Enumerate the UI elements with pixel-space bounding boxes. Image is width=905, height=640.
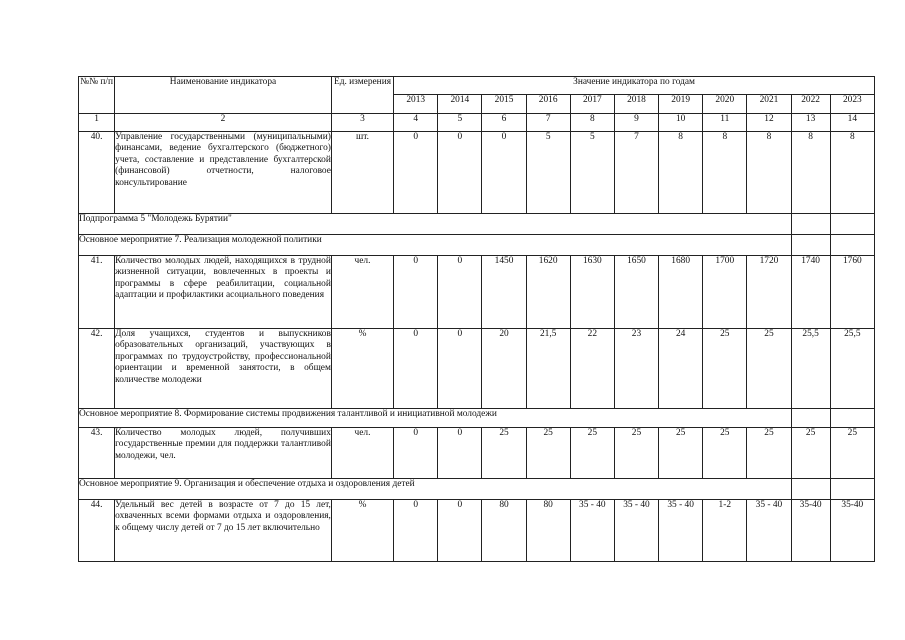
value-cell: 0 — [438, 256, 482, 329]
year-header: 2014 — [438, 95, 482, 114]
header-row — [79, 77, 875, 95]
value-cell: 25 — [703, 329, 747, 409]
value-cell: 21,5 — [526, 329, 570, 409]
section-title: Основное мероприятие 7. Реализация молодежной политики — [79, 235, 792, 256]
indicator-row — [79, 428, 875, 479]
section-title: Основное мероприятие 8. Формирование системы продвижения талантливой и инициативной молодежи — [79, 409, 792, 428]
row-number: 42. — [79, 329, 115, 409]
section-title: Основное мероприятие 9. Организация и обеспечение отдыха и оздоровления детей — [79, 479, 792, 500]
value-cell: 80 — [482, 500, 526, 562]
column-index: 8 — [570, 114, 614, 132]
year-header: 2013 — [394, 95, 438, 114]
value-cell: 35 - 40 — [659, 500, 703, 562]
value-cell: 35-40 — [830, 500, 874, 562]
year-header: 2022 — [791, 95, 830, 114]
value-cell: 8 — [659, 132, 703, 214]
value-cell: 35 - 40 — [614, 500, 658, 562]
value-cell: 1700 — [703, 256, 747, 329]
value-cell: 25 — [830, 428, 874, 479]
value-cell: 0 — [438, 329, 482, 409]
value-cell: 5 — [570, 132, 614, 214]
value-cell: 80 — [526, 500, 570, 562]
empty-cell — [830, 479, 874, 500]
year-header: 2021 — [747, 95, 791, 114]
value-cell: 8 — [830, 132, 874, 214]
value-cell: 1740 — [791, 256, 830, 329]
unit-cell: чел. — [331, 256, 393, 329]
column-index: 11 — [703, 114, 747, 132]
year-header: 2017 — [570, 95, 614, 114]
value-cell: 1680 — [659, 256, 703, 329]
value-cell: 8 — [747, 132, 791, 214]
empty-cell — [791, 214, 830, 235]
value-cell: 1620 — [526, 256, 570, 329]
empty-cell — [830, 409, 874, 428]
column-index: 3 — [331, 114, 393, 132]
row-number: 44. — [79, 500, 115, 562]
value-cell: 25,5 — [830, 329, 874, 409]
value-cell: 25 — [747, 428, 791, 479]
value-cell: 0 — [394, 132, 438, 214]
indicator-row — [79, 329, 875, 409]
unit-cell: % — [331, 329, 393, 409]
empty-cell — [791, 235, 830, 256]
value-cell: 8 — [703, 132, 747, 214]
value-cell: 25 — [526, 428, 570, 479]
header-values: Значение индикатора по годам — [394, 77, 875, 95]
header-unit: Ед. измерения — [331, 77, 393, 114]
column-index: 13 — [791, 114, 830, 132]
value-cell: 22 — [570, 329, 614, 409]
value-cell: 35 - 40 — [570, 500, 614, 562]
value-cell: 25 — [570, 428, 614, 479]
section-row — [79, 214, 875, 235]
column-index: 10 — [659, 114, 703, 132]
column-index: 2 — [115, 114, 332, 132]
value-cell: 0 — [394, 329, 438, 409]
row-number: 40. — [79, 132, 115, 214]
value-cell: 1450 — [482, 256, 526, 329]
value-cell: 25 — [703, 428, 747, 479]
value-cell: 25 — [747, 329, 791, 409]
value-cell: 35 - 40 — [747, 500, 791, 562]
header-name: Наименование индикатора — [115, 77, 332, 114]
value-cell: 7 — [614, 132, 658, 214]
value-cell: 35-40 — [791, 500, 830, 562]
empty-cell — [830, 235, 874, 256]
value-cell: 0 — [438, 428, 482, 479]
value-cell: 20 — [482, 329, 526, 409]
column-index: 9 — [614, 114, 658, 132]
value-cell: 5 — [526, 132, 570, 214]
year-header: 2020 — [703, 95, 747, 114]
indicator-name: Количество молодых людей, получивших государственные премии для поддержки талантливой молодежи, чел. — [115, 428, 332, 479]
value-cell: 25 — [482, 428, 526, 479]
indicator-name: Количество молодых людей, находящихся в трудной жизненной ситуации, вовлеченных в проекты и программы в сфере реабилитации, социальной адаптации и профилактики асоциального поведения — [115, 256, 332, 329]
value-cell: 0 — [482, 132, 526, 214]
section-row — [79, 235, 875, 256]
unit-cell: шт. — [331, 132, 393, 214]
value-cell: 1-2 — [703, 500, 747, 562]
empty-cell — [830, 214, 874, 235]
column-index: 4 — [394, 114, 438, 132]
year-header: 2018 — [614, 95, 658, 114]
section-row — [79, 409, 875, 428]
year-header: 2015 — [482, 95, 526, 114]
indicator-name: Доля учащихся, студентов и выпускников образовательных организаций, участвующих в программах по трудоустройству, профессиональной ориентации и временной занятости, в общем количестве молодежи — [115, 329, 332, 409]
value-cell: 0 — [394, 500, 438, 562]
year-header: 2023 — [830, 95, 874, 114]
indicator-row — [79, 256, 875, 329]
value-cell: 1650 — [614, 256, 658, 329]
empty-cell — [791, 409, 830, 428]
header-num: №№ п/п — [79, 77, 115, 114]
empty-cell — [791, 479, 830, 500]
value-cell: 1760 — [830, 256, 874, 329]
value-cell: 1720 — [747, 256, 791, 329]
indicator-table — [78, 76, 875, 562]
year-header: 2019 — [659, 95, 703, 114]
row-number: 43. — [79, 428, 115, 479]
column-index: 6 — [482, 114, 526, 132]
value-cell: 1630 — [570, 256, 614, 329]
section-title: Подпрограмма 5 "Молодежь Бурятии" — [79, 214, 792, 235]
value-cell: 25 — [659, 428, 703, 479]
value-cell: 0 — [438, 500, 482, 562]
value-cell: 0 — [394, 256, 438, 329]
value-cell: 24 — [659, 329, 703, 409]
section-row — [79, 479, 875, 500]
value-cell: 25,5 — [791, 329, 830, 409]
value-cell: 25 — [791, 428, 830, 479]
value-cell: 25 — [614, 428, 658, 479]
value-cell: 23 — [614, 329, 658, 409]
indicator-row — [79, 500, 875, 562]
column-index: 14 — [830, 114, 874, 132]
column-index-row — [79, 114, 875, 132]
unit-cell: чел. — [331, 428, 393, 479]
column-index: 1 — [79, 114, 115, 132]
indicator-name: Управление государственными (муниципальными) финансами, ведение бухгалтерского (бюджетного) учета, составление и представление бухгалтерской (финансовой) отчетности, налоговое консультирование — [115, 132, 332, 214]
column-index: 7 — [526, 114, 570, 132]
indicator-name: Удельный вес детей в возрасте от 7 до 15 лет, охваченных всеми формами отдыха и оздоровления, к общему числу детей от 7 до 15 лет включительно — [115, 500, 332, 562]
column-index: 12 — [747, 114, 791, 132]
row-number: 41. — [79, 256, 115, 329]
value-cell: 8 — [791, 132, 830, 214]
indicator-row — [79, 132, 875, 214]
value-cell: 0 — [438, 132, 482, 214]
column-index: 5 — [438, 114, 482, 132]
year-header: 2016 — [526, 95, 570, 114]
value-cell: 0 — [394, 428, 438, 479]
unit-cell: % — [331, 500, 393, 562]
